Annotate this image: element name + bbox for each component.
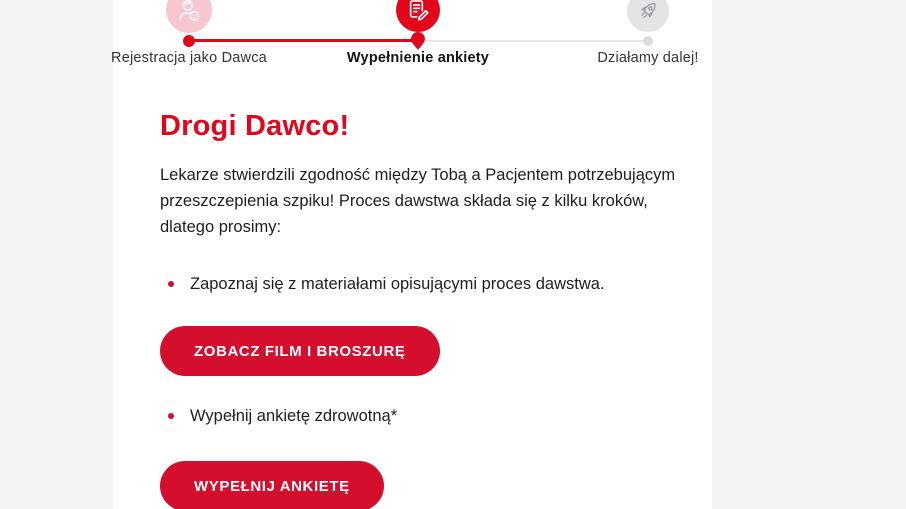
bullet-text-materials: Zapoznaj się z materiałami opisującymi proces dawstwa. — [190, 275, 605, 293]
list-item-survey — [160, 407, 665, 426]
page-title: Drogi Dawco! — [160, 110, 350, 142]
main-content — [113, 110, 712, 509]
survey-document-icon — [405, 0, 431, 23]
intro-paragraph: Lekarze stwierdzili zgodność między Tobą a Pacjentem potrzebującym przeszczepienia szpiku! Proces dawstwa składa się z kilku kroków, dlatego prosimy: — [160, 166, 676, 236]
rocket-icon — [635, 0, 661, 24]
step-survey-circle — [396, 0, 440, 32]
step-registration-circle — [166, 0, 212, 33]
bullet-text-survey: Wypełnij ankietę zdrowotną* — [190, 407, 398, 425]
step-upcoming-dot — [643, 36, 653, 46]
step-next-circle — [627, 0, 669, 32]
step-label-registration: Rejestracja jako Dawca — [111, 50, 267, 66]
step-completed-dot — [183, 35, 195, 47]
watch-film-brochure-button[interactable]: ZOBACZ FILM I BROSZURĘ — [160, 326, 440, 376]
step-label-next: Działamy dalej! — [597, 50, 699, 66]
bullet-icon — [168, 413, 174, 419]
donor-person-icon — [175, 0, 203, 24]
bullet-icon — [168, 281, 174, 287]
list-item-materials — [160, 275, 665, 294]
content-card — [113, 0, 712, 509]
step-label-survey: Wypełnienie ankiety — [346, 50, 490, 66]
active-step-pin-icon — [411, 32, 425, 50]
progress-stepper — [113, 0, 712, 78]
fill-survey-button[interactable]: WYPEŁNIJ ANKIETĘ — [160, 461, 384, 509]
stepper-progress-segment — [189, 39, 418, 42]
